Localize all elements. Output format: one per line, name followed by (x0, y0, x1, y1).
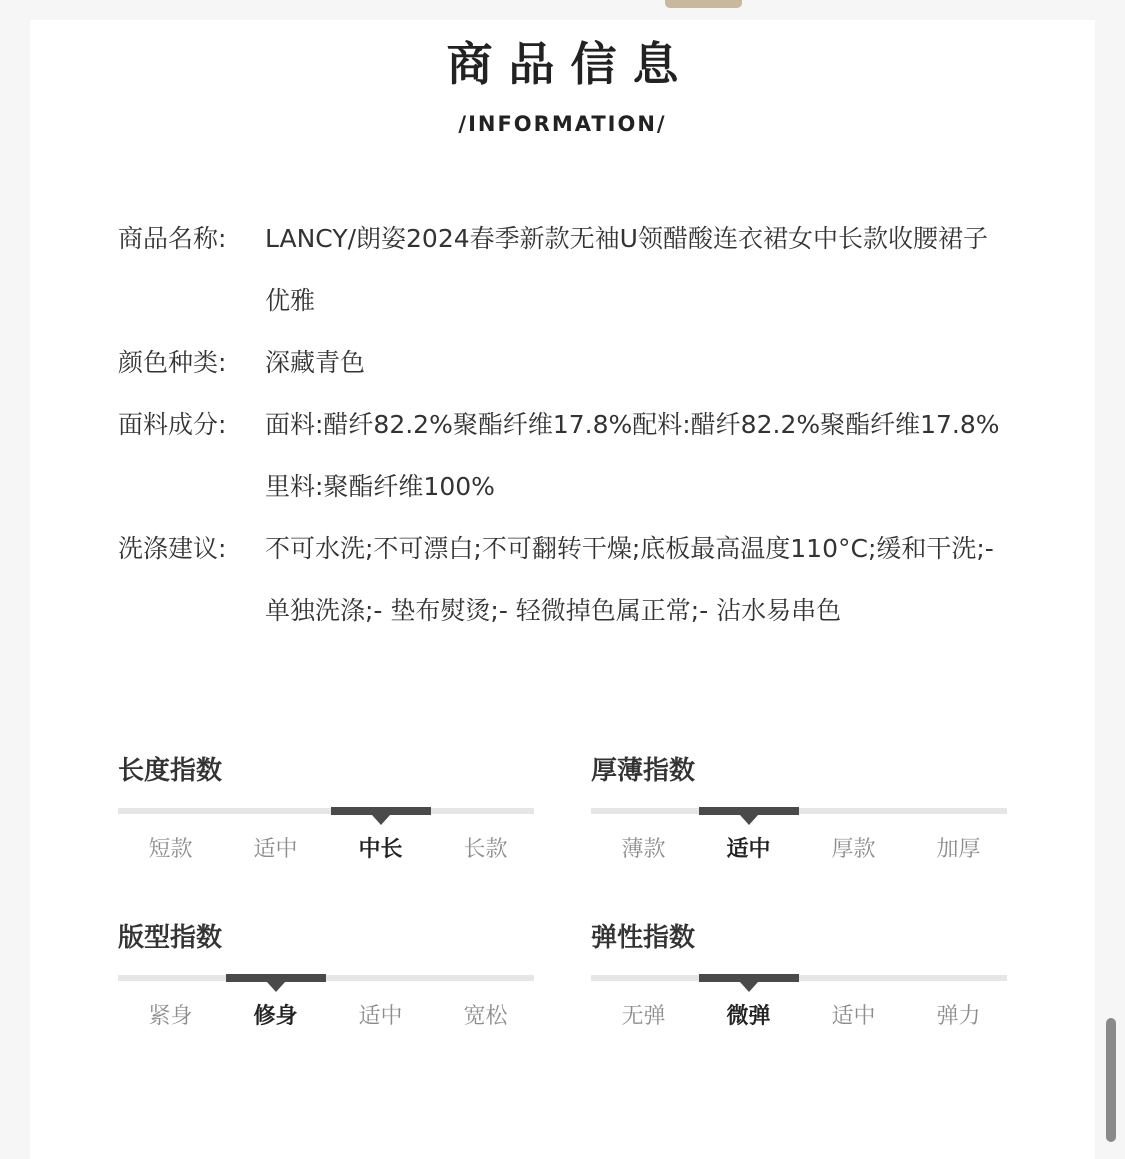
info-value: 不可水洗;不可漂白;不可翻转干燥;底板最高温度110°C;缓和干洗;- 单独洗涤;- 垫布熨烫;- 轻微掉色属正常;- 沾水易串色 (265, 534, 994, 625)
metric-option: 中长 (358, 837, 403, 862)
info-label: 面料成分: (118, 410, 227, 439)
metric-title: 弹性指数 (591, 923, 696, 953)
metric-option: 无弹 (621, 1004, 666, 1029)
metric-option: 厚款 (831, 837, 876, 862)
info-row-color (118, 332, 1018, 394)
metric-option: 微弹 (726, 1004, 771, 1029)
pointer-triangle-icon (267, 982, 285, 992)
metric-selected-indicator (699, 974, 799, 982)
info-row-fabric (118, 394, 1018, 518)
metric-option: 修身 (253, 1004, 298, 1029)
pointer-triangle-icon (740, 815, 758, 825)
metric-option: 适中 (726, 837, 771, 862)
product-info-list (118, 208, 1018, 642)
scrollbar-thumb[interactable] (1106, 1018, 1116, 1142)
metric-option: 弹力 (936, 1004, 981, 1029)
info-row-care (118, 518, 1018, 642)
metric-track (118, 975, 534, 981)
metric-option: 紧身 (148, 1004, 193, 1029)
info-row-name (118, 208, 1018, 332)
page-title: 商品信息 (446, 37, 695, 91)
tab-indicator (665, 0, 742, 8)
metric-selected-indicator (226, 974, 326, 982)
metric-options (591, 1002, 1011, 1042)
metric-option: 适中 (358, 1004, 403, 1029)
info-label: 洗涤建议: (118, 534, 227, 563)
pointer-triangle-icon (372, 815, 390, 825)
metric-option: 适中 (253, 837, 298, 862)
metric-track (591, 808, 1007, 814)
info-value: 面料:醋纤82.2%聚酯纤维17.8%配料:醋纤82.2%聚酯纤维17.8%里料:聚酯纤维100% (265, 410, 1000, 501)
info-label: 颜色种类: (118, 348, 227, 377)
metric-option: 薄款 (621, 837, 666, 862)
info-value: LANCY/朗姿2024春季新款无袖U领醋酸连衣裙女中长款收腰裙子优雅 (265, 224, 988, 315)
metric-selected-indicator (699, 807, 799, 815)
info-value: 深藏青色 (265, 348, 366, 377)
metric-option: 适中 (831, 1004, 876, 1029)
metric-option: 宽松 (463, 1004, 508, 1029)
metric-option: 加厚 (936, 837, 981, 862)
metric-option: 短款 (148, 837, 193, 862)
metric-selected-indicator (331, 807, 431, 815)
metric-option: 长款 (463, 837, 508, 862)
metric-title: 长度指数 (118, 756, 223, 786)
page-subtitle: /INFORMATION/ (458, 112, 667, 136)
metric-title: 厚薄指数 (591, 756, 696, 786)
metric-options (118, 1002, 538, 1042)
metric-title: 版型指数 (118, 923, 223, 953)
metric-track (118, 808, 534, 814)
pointer-triangle-icon (740, 982, 758, 992)
metric-options (591, 835, 1011, 875)
info-label: 商品名称: (118, 224, 227, 253)
metric-options (118, 835, 538, 875)
metric-track (591, 975, 1007, 981)
